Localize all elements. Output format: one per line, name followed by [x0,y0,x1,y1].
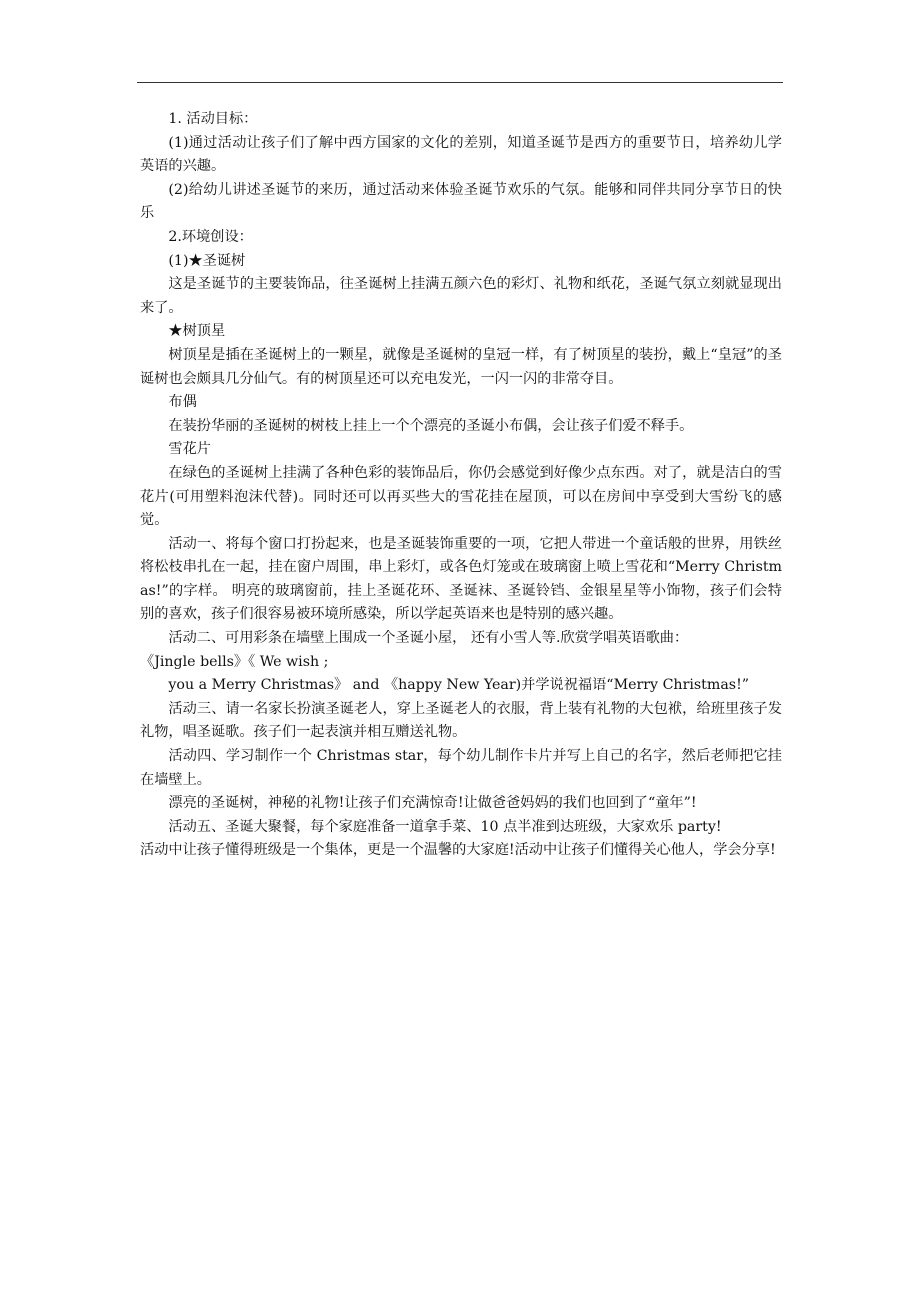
subheading-doll: 布偶 [168,394,197,411]
paragraph-beautiful-tree: 漂亮的圣诞树，神秘的礼物!让孩子们充满惊奇!让做爸爸妈妈的我们也回到了“童年”! [168,795,697,812]
subheading-snowflake: 雪花片 [168,441,211,458]
paragraph-songs-line-1: 《Jingle bells》《 We wish ; [140,653,329,670]
paragraph-activity-5-continued: 活动中让孩子懂得班级是一个集体，更是一个温馨的大家庭!活动中让孩子们懂得关心他人，学会分享! [140,842,776,859]
paragraph-activity-2: 活动二、可用彩条在墙壁上围成一个圣诞小屋， 还有小雪人等.欣赏学唱英语歌曲： [168,630,689,647]
paragraph-doll: 在装扮华丽的圣诞树的树枝上挂上一个个漂亮的圣诞小布偶，会让孩子们爱不释手。 [168,417,694,434]
document-body [140,108,782,863]
paragraph-activity-4: 活动四、学习制作一个 Christmas star，每个幼儿制作卡片并写上自己的名字，然后老师把它挂在墙壁上。 [140,748,782,788]
header-rule [137,82,783,83]
paragraph-christmas-tree: 这是圣诞节的主要装饰品，往圣诞树上挂满五颜六色的彩灯、礼物和纸花，圣诞气氛立刻就显现出来了。 [140,276,782,316]
paragraph-activity-1: 活动一、将每个窗口打扮起来，也是圣诞装饰重要的一项，它把人带进一个童话般的世界，用铁丝将松枝串扎在一起，挂在窗户周围，串上彩灯，或各色灯笼或在玻璃窗上喷上雪花和“Merry Christmas!”的字样。 明亮的玻璃窗前，挂上圣诞花环、圣诞袜、圣诞铃铛、金银星星等小饰物，孩子们会特别的喜欢，孩子们很容易被环境所感染，所以学起英语来也是特别的感兴趣。 [140,535,782,623]
paragraph-activity-3: 活动三、请一名家长扮演圣诞老人，穿上圣诞老人的衣服，背上装有礼物的大包袱，给班里孩子发礼物，唱圣诞歌。孩子们一起表演并相互赠送礼物。 [140,700,782,741]
paragraph-songs-line-2: you a Merry Christmas》 and 《happy New Year)并学说祝福语“Merry Christmas!” [168,677,750,694]
goal-paragraph-2: (2)给幼儿讲述圣诞节的来历，通过活动来体验圣诞节欢乐的气氛。能够和同伴共同分享节日的快乐 [140,181,782,222]
goal-paragraph-1: (1)通过活动让孩子们了解中西方国家的文化的差别，知道圣诞节是西方的重要节日，培养幼儿学英语的兴趣。 [140,134,782,175]
subheading-christmas-tree: (1)★圣诞树 [168,252,246,269]
paragraph-snowflake: 在绿色的圣诞树上挂满了各种色彩的装饰品后，你仍会感觉到好像少点东西。对了，就是洁白的雪花片(可用塑料泡沫代替)。同时还可以再买些大的雪花挂在屋顶，可以在房间中享受到大雪纷飞的感觉。 [140,464,782,529]
subheading-tree-top-star: ★树顶星 [168,323,226,340]
paragraph-activity-5: 活动五、圣诞大聚餐，每个家庭准备一道拿手菜、10 点半准到达班级，大家欢乐 party! [168,818,722,835]
section-heading-goals: 1. 活动目标： [168,111,258,127]
section-heading-environment: 2.环境创设： [168,228,253,245]
paragraph-tree-top-star: 树顶星是插在圣诞树上的一颗星，就像是圣诞树的皇冠一样，有了树顶星的装扮，戴上“皇冠”的圣诞树也会颇具几分仙气。有的树顶星还可以充电发光，一闪一闪的非常夺目。 [140,346,782,387]
